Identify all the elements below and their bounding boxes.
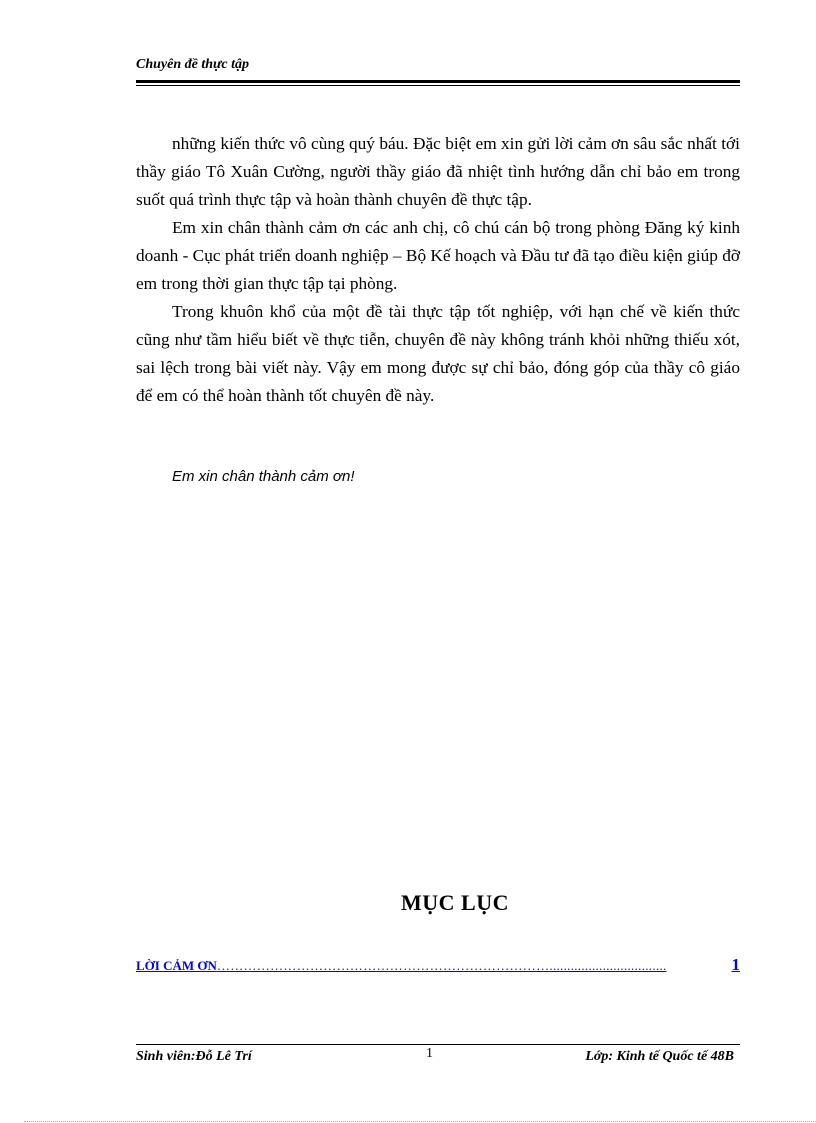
header-title: Chuyên đề thực tập — [136, 57, 250, 72]
footer-class: Lớp: Kinh tế Quốc tế 48B — [585, 1049, 734, 1064]
footer-student: Sinh viên:Đỗ Lê Trí — [136, 1049, 252, 1064]
toc-entry-label: LỜI CẢM ƠN — [136, 958, 217, 973]
toc-heading: MỤC LỤC — [401, 890, 509, 915]
paragraph-continued: những kiến thức vô cùng quý báu. Đặc biệt em xin gửi lời cảm ơn sâu sắc nhất tới thầy giáo Tô Xuân Cường, người thầy giáo đã nhiệt tình hướng dẫn chỉ bảo em trong suốt quá trình thực tập và hoàn thành chuyên đề thực tập. — [136, 134, 740, 209]
toc-entry-page: 1 — [731, 955, 740, 974]
paragraph-thanks-staff: Em xin chân thành cảm ơn các anh chị, cô chú cán bộ trong phòng Đăng ký kinh doanh - Cục phát triển doanh nghiệp – Bộ Kế hoạch và Đầu tư đã tạo điều kiện giúp đỡ em trong thời gian thực tập tại phòng. — [136, 218, 740, 293]
page-bottom-dotted-line — [24, 1121, 816, 1122]
toc-entry-loi-cam-on[interactable] — [136, 955, 740, 975]
toc-entry-leader: …………………………………………………………………................................. — [216, 958, 667, 973]
closing-line: Em xin chân thành cảm ơn! — [172, 468, 355, 485]
body-text — [136, 130, 740, 410]
header-rule-thin — [136, 85, 740, 86]
header-rule-thick — [136, 80, 740, 83]
paragraph-limitations: Trong khuôn khổ của một đề tài thực tập tốt nghiệp, với hạn chế về kiến thức cũng như tầm hiểu biết về thực tiễn, chuyên đề này không tránh khỏi những thiếu xót, sai lệch trong bài viết này. Vậy em mong được sự chỉ bảo, đóng góp của thầy cô giáo để em có thể hoàn thành tốt chuyên đề này. — [136, 302, 740, 405]
footer-page-number: 1 — [426, 1046, 433, 1061]
footer-rule — [136, 1044, 740, 1045]
